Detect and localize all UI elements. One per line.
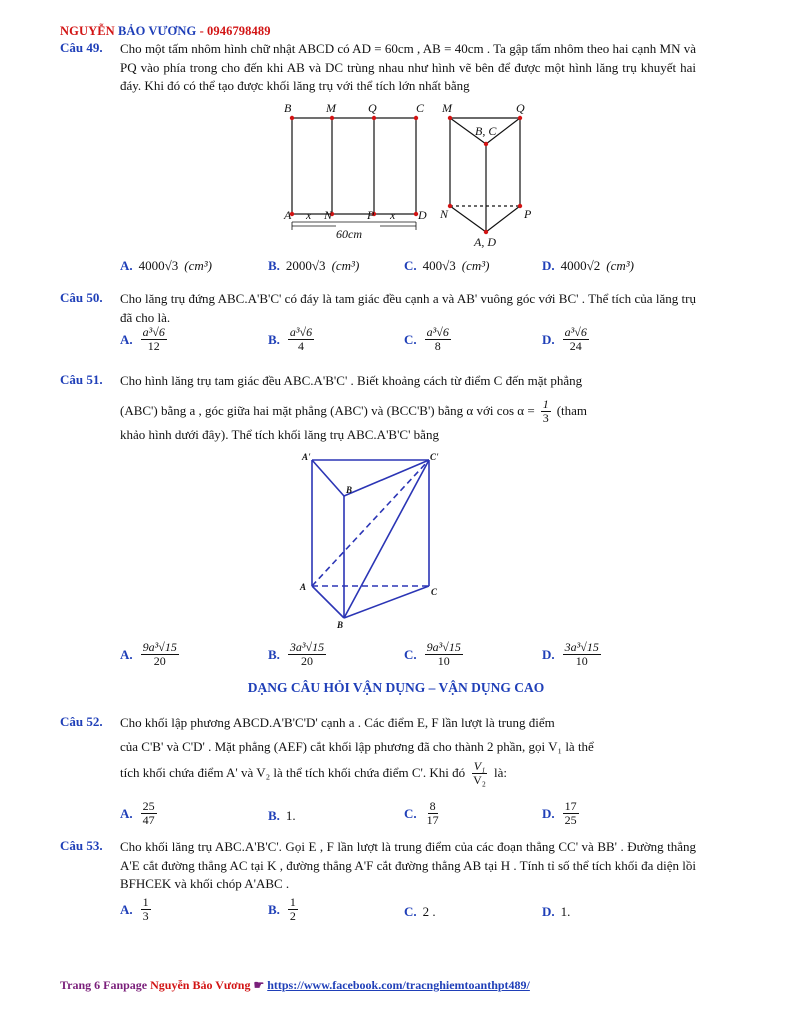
option-label: A. (120, 331, 133, 347)
footer-fanpage: Fanpage (100, 978, 151, 992)
fig49-label-P: P (367, 208, 375, 222)
q50-option-b[interactable] (268, 326, 316, 353)
fraction-numerator: 1 (289, 895, 296, 909)
fraction-numerator: a³√6 (426, 325, 449, 339)
q49-option-b[interactable] (268, 258, 359, 274)
q52-option-b[interactable] (268, 808, 296, 824)
fig51-label-A: A (300, 582, 307, 592)
fig49-label-x2: x (390, 208, 396, 222)
option-label: D. (542, 904, 555, 919)
fig49-right-label-BC: B, C (475, 124, 497, 138)
option-fraction (288, 896, 298, 923)
q50-option-c[interactable] (404, 326, 453, 353)
page-header (60, 24, 271, 39)
author-name-part2: BẢO VƯƠNG (118, 24, 197, 38)
fraction-numerator: 8 (429, 799, 436, 813)
question-51-figure (296, 450, 446, 630)
fig49-label-A: A (284, 208, 292, 222)
option-label: C. (404, 805, 417, 821)
fig51-label-B: B (337, 620, 344, 630)
fraction-numerator: a³√6 (142, 325, 165, 339)
fig49-label-M: M (326, 101, 336, 115)
fraction-numerator: 3a³√15 (289, 640, 325, 654)
question-50-number: Câu 50. (60, 290, 103, 305)
q51-line2-tail: (tham (556, 403, 588, 419)
fraction-denominator: 3 (142, 909, 149, 923)
fig49-right-label-M: M (442, 101, 452, 115)
option-unit: (cm³) (461, 258, 490, 273)
fig49-label-C: C (416, 101, 425, 115)
fraction-numerator: 17 (564, 799, 577, 813)
fraction-numerator: a³√6 (564, 325, 587, 339)
fraction-denominator: 24 (569, 339, 582, 353)
footer-author: Nguyễn Bảo Vương (150, 978, 251, 992)
option-label: C. (404, 904, 417, 919)
cos-fraction (541, 398, 551, 425)
option-fraction (425, 326, 451, 353)
option-label: D. (542, 258, 555, 273)
option-value: 4000√3 (138, 258, 179, 273)
fraction-denominator: 20 (153, 654, 166, 668)
fig49-label-x1: x (306, 208, 312, 222)
question-52-line2: của C'B' và C'D' . Mặt phẳng (AEF) cắt khối lập phương đã cho thành 2 phần, gọi V₁ là thể (120, 739, 594, 754)
question-52-line3 (120, 760, 696, 787)
option-label: D. (542, 331, 555, 347)
fig49-label-N: N (324, 208, 333, 222)
option-label: B. (268, 901, 280, 917)
option-fraction (288, 326, 314, 353)
option-label: C. (404, 646, 417, 662)
fig49-right-label-Q: Q (516, 101, 525, 115)
fraction-denominator: 2 (289, 909, 296, 923)
option-label: B. (268, 258, 280, 273)
option-label: B. (268, 808, 280, 823)
option-label: B. (268, 331, 280, 347)
q52-line3-text: tích khối chứa điểm A' và V₂ là thể tích khối chứa điểm C'. Khi đó (120, 765, 466, 781)
fig49-right-label-N: N (440, 207, 449, 221)
option-label: A. (120, 646, 133, 662)
fig49-label-B: B (284, 101, 292, 115)
q51-option-c[interactable] (404, 641, 465, 668)
q53-option-c[interactable] (404, 904, 436, 920)
question-49-figure (276, 100, 546, 252)
q50-option-d[interactable] (542, 326, 591, 353)
fraction-numerator: a³√6 (289, 325, 313, 339)
fraction-denominator: 3 (542, 411, 549, 425)
question-53-text: Cho khối lăng trụ ABC.A'B'C'. Gọi E , F lần lượt là trung điểm của các đoạn thẳng CC' và BB' . Đường thẳng A'E cắt đường thẳng AC tại K , đường thẳng A'F cắt đường thẳng AB tại H . Tính tỉ số thể tích khối đa diện lồi BFHCEK và khối chóp A'ABC . (120, 839, 696, 891)
option-value: 400√3 (422, 258, 456, 273)
q53-option-b[interactable] (268, 896, 300, 923)
option-fraction (141, 800, 157, 827)
volume-ratio-fraction (471, 760, 488, 787)
fraction-numerator: 1 (542, 397, 549, 411)
fig51-label-C-prime: C' (430, 452, 439, 462)
fraction-denominator: 10 (575, 654, 588, 668)
option-fraction (425, 641, 463, 668)
fig51-label-C: C (431, 587, 438, 597)
fraction-numerator: 1 (142, 895, 149, 909)
q51-line2-text: (ABC') bằng a , góc giữa hai mặt phẳng (ABC') và (BCC'B') bằng α với cos α = (120, 403, 535, 419)
question-51-line3: khảo hình dưới đây). Thể tích khối lăng trụ ABC.A'B'C' bằng (120, 427, 439, 442)
q52-option-a[interactable] (120, 800, 159, 827)
fraction-denominator: 47 (142, 813, 155, 827)
option-label: C. (404, 331, 417, 347)
option-label: B. (268, 646, 280, 662)
option-fraction (563, 326, 589, 353)
option-label: A. (120, 901, 133, 917)
option-label: C. (404, 258, 417, 273)
page-footer (60, 978, 530, 993)
option-fraction (563, 641, 601, 668)
question-50-text: Cho lăng trụ đứng ABC.A'B'C' có đáy là tam giác đều cạnh a và AB' vuông góc với BC' . Thể tích của lăng trụ đã cho là. (120, 291, 696, 325)
fraction-denominator: 20 (301, 654, 314, 668)
question-52-line1: Cho khối lập phương ABCD.A'B'C'D' cạnh a . Các điểm E, F lần lượt là trung điểm (120, 715, 555, 730)
question-49-text: Cho một tấm nhôm hình chữ nhật ABCD có AD = 60cm , AB = 40cm . Ta gập tấm nhôm theo hai cạnh MN và PQ vào phía trong cho đến khi AB và DC trùng nhau như hình vẽ bên để được một hình lăng trụ khuyết hai đáy. Khi đó có thể tạo được khối lăng trụ với thể tích lớn nhất bằng (120, 41, 696, 93)
option-value: 4000√2 (560, 258, 601, 273)
option-fraction (141, 641, 179, 668)
fig51-label-A-prime: A' (302, 452, 311, 462)
option-fraction (288, 641, 326, 668)
q52-line3-tail: là: (493, 765, 507, 781)
fraction-denominator: 12 (147, 339, 160, 353)
option-fraction (425, 800, 441, 827)
fraction-denominator: V₂ (473, 773, 486, 787)
option-fraction (141, 326, 167, 353)
question-51-line1: Cho hình lăng trụ tam giác đều ABC.A'B'C' . Biết khoảng cách từ điểm C đến mặt phẳng (120, 373, 583, 388)
option-value: 2 . (422, 904, 436, 919)
option-unit: (cm³) (331, 258, 360, 273)
option-unit: (cm³) (184, 258, 212, 273)
q51-option-d[interactable] (542, 641, 603, 668)
option-label: D. (542, 646, 555, 662)
option-label: A. (120, 805, 133, 821)
fraction-denominator: 25 (564, 813, 577, 827)
fraction-numerator: 25 (142, 799, 155, 813)
fraction-numerator: 9a³√15 (426, 640, 461, 654)
fraction-denominator: 4 (298, 339, 305, 353)
question-52-number: Câu 52. (60, 714, 103, 729)
option-fraction (563, 800, 579, 827)
option-value: 1. (285, 808, 296, 823)
fraction-denominator: 10 (437, 654, 450, 668)
q49-option-d[interactable] (542, 258, 634, 274)
question-51-line2 (120, 398, 696, 425)
q50-option-a[interactable] (120, 326, 169, 353)
fig49-label-D: D (418, 208, 427, 222)
q52-option-d[interactable] (542, 800, 581, 827)
option-label: D. (542, 805, 555, 821)
q49-option-c[interactable] (404, 258, 490, 274)
q53-option-d[interactable] (542, 904, 570, 920)
question-53-number: Câu 53. (60, 838, 103, 853)
q53-option-a[interactable] (120, 896, 153, 923)
fraction-numerator: V₁ (473, 759, 486, 773)
facebook-link[interactable]: https://www.facebook.com/tracnghiemtoanthpt489/ (267, 978, 530, 992)
option-fraction (141, 896, 151, 923)
option-value: 1. (560, 904, 571, 919)
q49-option-a[interactable] (120, 258, 212, 274)
author-phone: - 0946798489 (196, 24, 271, 38)
page-number: Trang 6 (60, 978, 101, 992)
fraction-numerator: 9a³√15 (142, 640, 177, 654)
author-name-part1: NGUYỄN (60, 24, 118, 38)
q51-option-b[interactable] (268, 641, 328, 668)
option-value: 2000√3 (285, 258, 326, 273)
fraction-numerator: 3a³√15 (564, 640, 599, 654)
option-unit: (cm³) (606, 258, 634, 273)
q52-option-c[interactable] (404, 800, 443, 827)
pointing-hand-icon: ☛ (250, 978, 268, 992)
fig49-right-label-AD: A, D (474, 235, 496, 249)
fig49-label-Q: Q (368, 101, 377, 115)
q51-option-a[interactable] (120, 641, 181, 668)
fraction-denominator: 17 (426, 813, 439, 827)
fig49-dim-label: 60cm (336, 227, 362, 241)
fig49-right-label-P: P (524, 207, 532, 221)
fraction-denominator: 8 (434, 339, 441, 353)
option-label: A. (120, 258, 133, 273)
question-51-number: Câu 51. (60, 372, 103, 387)
section-title: DẠNG CÂU HỎI VẬN DỤNG – VẬN DỤNG CAO (247, 680, 545, 695)
fig51-label-B-top: B (346, 485, 353, 495)
question-49-number: Câu 49. (60, 40, 103, 55)
